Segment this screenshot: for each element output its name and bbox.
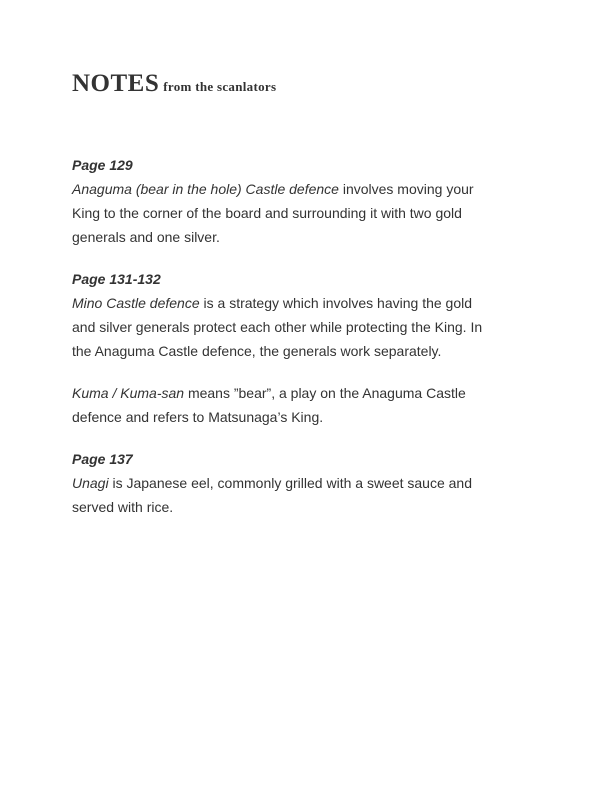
note-description: involves moving your King to the corner of the board and surrounding it with two gold generals and one silver. xyxy=(72,181,474,245)
note-entry xyxy=(72,381,560,429)
note-description: is Japanese eel, commonly grilled with a sweet sauce and served with rice. xyxy=(72,475,473,515)
note-term: Kuma / Kuma-san xyxy=(72,385,185,401)
note-description: is a strategy which involves having the gold and silver generals protect each other while protecting the King. In the Anaguma Castle defence, the generals work separately. xyxy=(72,295,483,359)
note-body xyxy=(72,291,492,363)
note-entry xyxy=(72,153,560,249)
note-entry xyxy=(72,447,560,519)
title-main: NOTES xyxy=(72,70,160,97)
page-title xyxy=(72,64,560,96)
note-term: Unagi xyxy=(72,475,109,491)
note-page-label: Page 129 xyxy=(72,157,133,173)
note-page-label: Page 131-132 xyxy=(72,271,161,287)
note-term: Mino Castle defence xyxy=(72,295,200,311)
note-body xyxy=(72,381,492,429)
note-description: means ”bear”, a play on the Anaguma Castle defence and refers to Matsunaga’s King. xyxy=(72,385,466,425)
note-body xyxy=(72,177,492,249)
title-subtitle: from the scanlators xyxy=(163,79,277,94)
note-entry xyxy=(72,267,560,363)
note-term: Anaguma (bear in the hole) Castle defence xyxy=(72,181,339,197)
note-body xyxy=(72,471,492,519)
notes-list xyxy=(72,153,560,519)
note-page-label: Page 137 xyxy=(72,451,133,467)
